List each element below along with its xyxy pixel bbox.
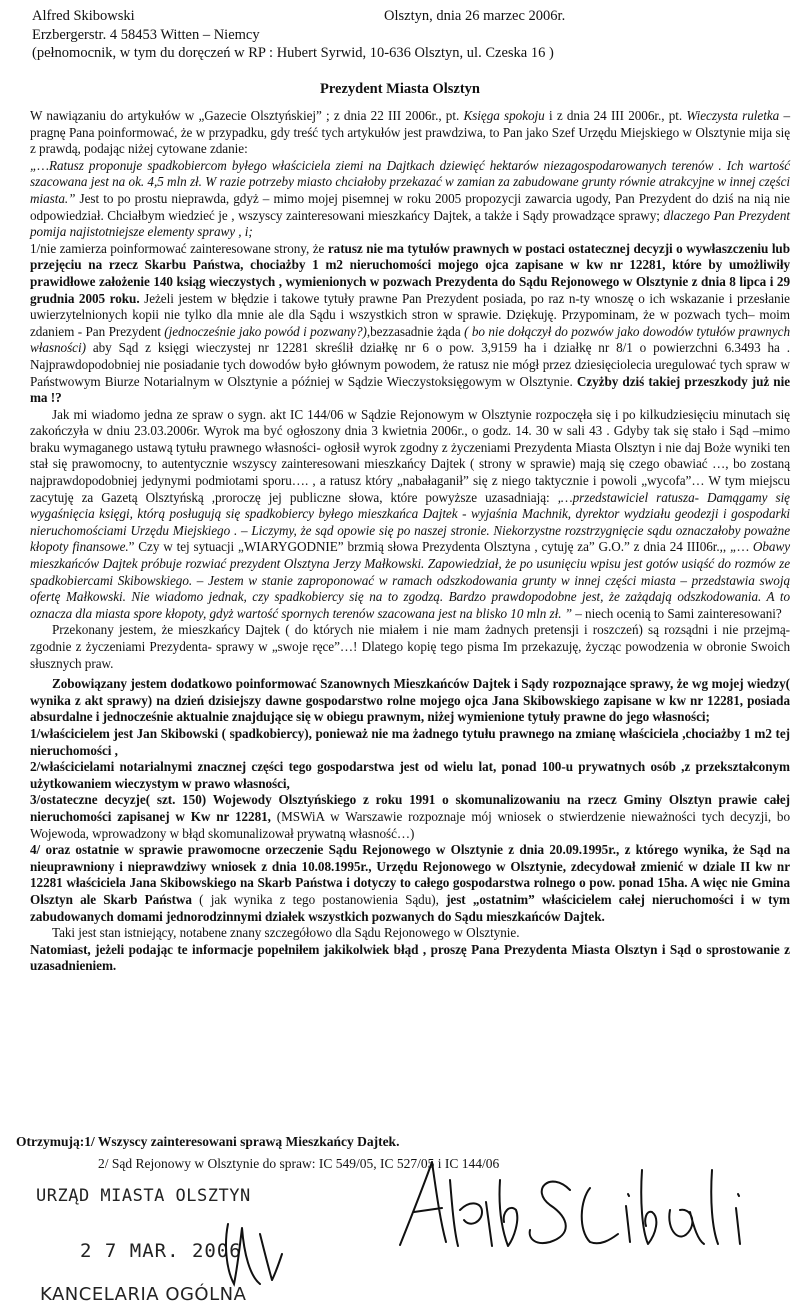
proxy-note: (pełnomocnik, w tym du doręczeń w RP : Hubert Syrwid, 10‑636 Olsztyn, ul. Czeska 16 ) <box>32 45 554 61</box>
paragraph-text: (MSWiA w Warszawie rozpoznaje mój wniosek o stwierdzenie nieważności tych decyzji, bo Wojewoda, wprowadzony w błąd skomunalizował prywatną własność…) <box>30 808 791 841</box>
paragraph-text: 1/właścicielem jest Jan Skibowski ( spadkobiercy), ponieważ nie ma żadnego tytułu prawnego na zmianę właściciela ,chociażby 1 m2 tej nieruchomości , <box>30 725 790 758</box>
paragraph-text: ( jak wynika z tego postanowienia Sądu), <box>191 891 447 907</box>
letter-paragraph <box>30 759 790 792</box>
paragraph-text: 3/ostateczne decyzje( szt. 150) Wojewody Olsztyńskiego z roku 1991 o skomunalizowaniu na rzecz Gminy Olsztyn prawie całej nieruchomości zapisanej w Kw nr 12281, <box>30 792 790 824</box>
paragraph-text: dlaczego Pan Prezydent pomija najistotniejsze elementy sprawy , i; <box>30 207 790 240</box>
stamp-date: 2 7 MAR. 2006 <box>80 1240 242 1262</box>
paragraph-text: 4/ oraz ostatnie w sprawie prawomocne orzeczenie Sądu Rejonowego w Olsztynie z dnia 20.09.1995r., z którego wynika, że Sąd na nieuprawniony i nieprawdziwy wniosek z dnia 10.08.1995r., Urzędu Rejonowego w Olsztynie, zdecydował zmienić w dziale II kw nr 12281 właściciela Jana Skibowskiego na Skarb Państwa i dotyczy to całego gospodarstwa rolnego o pow. ponad 15ha. A więc nie Gmina Olsztyn ale Skarb Państwa <box>30 842 790 907</box>
paragraph-text: Czyżby dziś takiej przeszkody już nie ma !? <box>30 373 790 406</box>
paragraph-text: „… Obawy mieszkańców Dajtek próbuje rozwiać prezydent Olsztyna Jerzy Małkowski. Zapowiedział, że po usunięciu wpisu jest gotów usiąść do rozmów ze spadkobiercami Skibowskiego. – Jestem w stanie zaproponować w ramach odszkodowania grunty w innej części miasta – przedstawia swoją ofertę Małkowski. Nie wiadomo jednak, czy spadkobiercy się na to zgodzą. Bardzo prawdopodobne jest, że zażądają odszkodowania. A to oznacza dla miasta spore kłopoty, gdyż wartość spornych terenów szacowana jest na blisko 10 mln zł. ” <box>30 539 790 621</box>
paragraph-text: – pragnę Pana poinformować, że w przypadku, gdy treść tych artykułów jest prawdziwa, to Pan jako Szef Urzędu Miejskiego w Olsztynie mija się z prawdą, podając niżej cytowane zdanie: <box>30 108 790 157</box>
stamp-office-name: URZĄD MIASTA OLSZTYN <box>36 1186 251 1206</box>
paragraph-text: ,…przedstawiciel ratusza- Damągamy się wygaśnięcia księgi, którą posługują się spadkobiercy byłego mieszkańca Dajtek - wyjaśnia Machnik, dyrektor wydziału geodezji i gospodarki nieruchomościami Urzędu Miejskiego . – Liczymy, że sąd opowie się po naszej stronie. Niekorzystne rozstrzygnięcie sądu oznaczałoby poważne kłopoty finansowe. <box>30 489 790 555</box>
letter-paragraph <box>30 726 790 759</box>
paragraph-text: Jeżeli jestem w błędzie i takowe tytuły prawne Pan Prezydent posiada, po raz n‑ty wnoszę o ich wskazanie i przesłanie uwierzytelnionych kopii nie tylko dla mnie ale dla Sądu i wszystkich stron w sprawie. Dziękuję. Przypominam, że w pozwach tych– moim zdaniem - Pan Prezydent <box>30 290 790 339</box>
letter-paragraph <box>30 792 790 842</box>
paragraph-text: Jest to po prostu nieprawda, gdyż – mimo mojej pisemnej w roku 2005 propozycji zawarcia ugody, Pan Prezydent do dziś na nią nie odpowiedział. Chciałbym wiedzieć je , wszyscy zainteresowani mieszkańcy Dajtek, a także i Sądy prowadzące sprawy; <box>30 190 790 223</box>
paragraph-text: „…Ratusz proponuje spadkobiercom byłego właściciela ziemi na Dajtkach dziewięć hektarów niezagospodarowanych terenów . Ich wartość szacowana jest na ok. 4,5 mln zł. W razie potrzeby miasto chciałoby przekazać w zamian za zabudowane grunty równie atrakcyjne w innej części miasta.” <box>30 157 790 206</box>
paragraph-text: ratusz nie ma tytułów prawnych w postaci ostatecznej decyzji o wywłaszczeniu lub przejęciu na rzecz Skarbu Państwa, chociażby 1 m2 nieruchomości mojego ojca zapisane w kw nr 12281, które by umożliwiły prawidłowe założenie 140 ksiąg wieczystych , wymienionych w pozwach Prezydenta do Sądu Rejonowego w Olsztynie z dnia 8 lipca i 29 grudnia 2005 roku. <box>30 240 791 306</box>
sender-address: Erzbergerstr. 4 58453 Witten – Niemcy <box>32 27 260 43</box>
paragraph-text: Wieczysta ruletka <box>686 108 780 123</box>
letter-paragraph <box>30 676 790 726</box>
paragraph-text: i z dnia 24 III 2006r., pt. <box>544 108 687 123</box>
letter-paragraph <box>30 407 790 623</box>
letter-paragraph <box>30 842 790 925</box>
paragraph-text: Jak mi wiadomo jedna ze spraw o sygn. akt IC 144/06 w Sądzie Rejonowym w Olsztynie rozpoczęła się i po kilkudziesięciu minutach się zakończyła w dniu 23.03.2006r. Wyrok ma być ogłoszony dnia 3 kwietnia 2006r., o godz. 14. 30 w sali 43 . Gdyby tak się stało i Sąd –mimo braku wymaganego ustawą tytułu prawnego własności- ogłosił wyrok zgodny z życzeniami Prezydenta Miasta Olsztyn i nie daj Boże wyniki ten stał się prawomocny, to autentycznie wszyscy zainteresowani mieszkańcy Dajtek ( strony w sprawie) mają się czego obawiać …, bo zostaną najprawdopodobniej jedynymi podmiotami sporu…. , a ratusz który „nabałaganił” się z niego taktycznie i powoli „wycofa”… W tym miejscu zacytuję za Gazetą Olsztyńską ,proroczę jej publiczne słowa, które powyższe uzasadniają: <box>30 406 790 505</box>
paragraph-text: Przekonany jestem, że mieszkańcy Dajtek ( do których nie miałem i nie mam żadnych pretensji i roszczeń) są rozsądni i nie przejmą- zgodnie z życzeniami Prezydenta- sprawy w „swoje ręce”…! Dlatego kopię tego pisma Im przekazuję, życząc powodzenia w obronie Swoich słusznych praw. <box>30 622 790 671</box>
paragraph-text: W nawiązaniu do artykułów w „Gazecie Olsztyńskiej” ; z dnia 22 III 2006r., pt. <box>30 108 464 123</box>
paragraph-text: Księga spokoju <box>463 108 545 123</box>
letter-paragraph <box>30 241 790 407</box>
paragraph-text: ,bezzasadnie żąda <box>366 323 465 339</box>
letter-paragraph <box>30 158 790 241</box>
letter-paragraph <box>30 925 790 942</box>
handwritten-initials <box>220 1214 290 1294</box>
letter-paragraph <box>30 622 790 672</box>
paragraph-text: 1/nie zamierza poinformować zainteresowane strony, że <box>30 240 328 256</box>
paragraph-text: ” Czy w tej sytuacji „WIARYGODNIE” brzmią słowa Prezydenta Olsztyna , cytuję za” G.O.” z dnia 24 III06r.,, <box>128 539 731 555</box>
copies-recipients-2: 2/ Sąd Rejonowy w Olsztynie do spraw: IC 549/05, IC 527/05 i IC 144/06 <box>98 1156 500 1171</box>
paragraph-text: jest „ostatnim” właścicielem całej nieruchomości i w tym zabudowanych domami jednorodzinnymi działek wszystkich pozwanych do Sądu mieszkańców Dajtek. <box>30 891 790 924</box>
paragraph-text: ( bo nie dołączył do pozwów jako dowodów tytułów prawnych własności) <box>30 323 791 356</box>
paragraph-text: Taki jest stan istniejący, notabene znany szczegółowo dla Sądu Rejonowego w Olsztynie. <box>52 925 520 941</box>
paragraph-text: Natomiast, jeżeli podając te informacje popełniłem jakikolwiek błąd , proszę Pana Prezydenta Miasta Olsztyn i Sąd o sprostowanie z uzasadnieniem. <box>30 941 790 974</box>
paragraph-text: (jednocześnie jako powód i pozwany?) <box>164 323 367 339</box>
sender-name: Alfred Skibowski <box>32 8 135 24</box>
handwritten-signature <box>390 1150 790 1260</box>
letter-body <box>30 108 790 975</box>
paragraph-text: aby Sąd z księgi wieczystej nr 12281 skreślił działkę nr 6 o pow. 3,9159 ha i działkę nr 8/1 o powierzchni 6.3493 ha . Najprawdopodobniej nie posiadanie tych dowodów było głównym powodem, że ratusz nie mógł przez dziesięciolecia uregulować tych spraw w Państwowym Biurze Notarialnym w Olsztynie a później w Sądzie Wieczystoksięgowym w Olsztynie. <box>30 340 790 389</box>
stamp-department: KANCELARIA OGÓLNA <box>40 1284 247 1305</box>
addressee-title: Prezydent Miasta Olsztyn <box>319 81 480 97</box>
copies-recipients-1: Otrzymują:1/ Wszyscy zainteresowani sprawą Mieszkańcy Dajtek. <box>16 1134 400 1149</box>
paragraph-text: 2/właścicielami notarialnymi znacznej części tego gospodarstwa jest od wielu lat, ponad 100-u prywatnych osób ,z przekształconym użytkowaniem wieczystym w prawo własności, <box>30 759 790 791</box>
letter-paragraph <box>30 942 790 975</box>
paragraph-text: Zobowiązany jestem dodatkowo poinformować Szanownych Mieszkańców Dajtek i Sądy rozpoznające sprawy, że wg mojej wiedzy( wynika z akt sprawy) na dzień dzisiejszy dawne gospodarstwo rolne mojego ojca Jana Skibowskiego zapisane w kw nr 12281, posiada absurdalne i jednocześnie aktualnie znajdujące się w obiegu prawnym, niżej wymienione tytuły prawne do jego własności; <box>30 676 790 725</box>
letter-paragraph <box>30 108 790 158</box>
place-date: Olsztyn, dnia 26 marzec 2006r. <box>384 8 566 24</box>
paragraph-text: – niech ocenią to Sami zainteresowani? <box>571 605 782 621</box>
